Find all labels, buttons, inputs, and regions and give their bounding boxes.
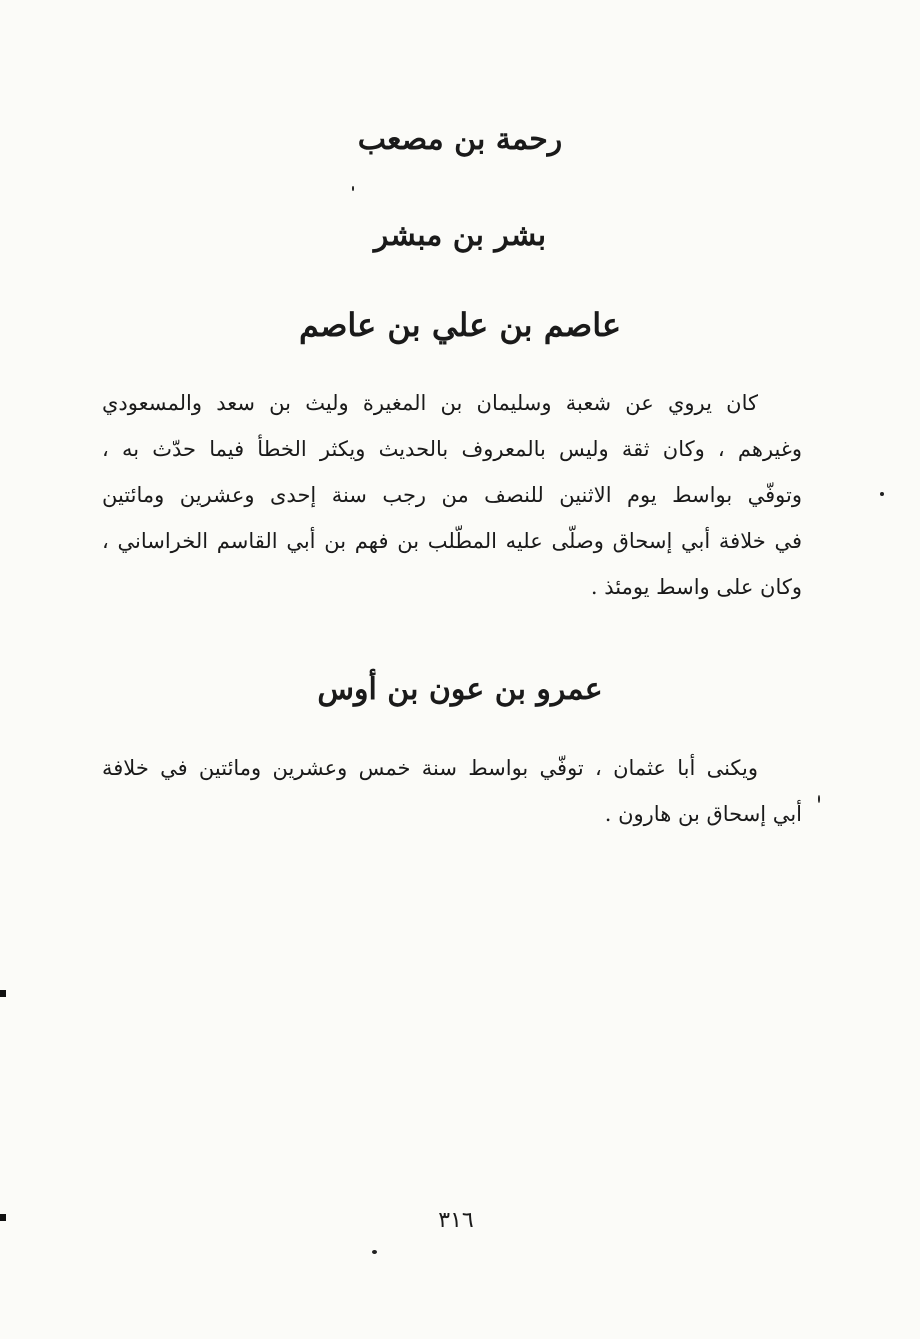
paragraph-line: وتوفّي بواسط يوم الاثنين للنصف من رجب سنة إحدى وعشرين ومائتين bbox=[102, 483, 802, 507]
paragraph-line: كان يروي عن شعبة وسليمان بن المغيرة وليث بن سعد والمسعودي bbox=[102, 391, 758, 415]
paragraph-asim-biography bbox=[102, 380, 802, 610]
scan-edge-mark bbox=[0, 1214, 6, 1221]
heading-bishr-ibn-mubashshir: بشر بن مبشر bbox=[373, 218, 547, 253]
paragraph-line: في خلافة أبي إسحاق وصلّى عليه المطّلب بن فهم بن أبي القاسم الخراساني ، bbox=[102, 529, 802, 553]
heading-rahma-ibn-musab: رحمة بن مصعب bbox=[357, 122, 563, 157]
paragraph-line: وكان على واسط يومئذ . bbox=[590, 575, 802, 599]
paragraph-amr-biography bbox=[102, 745, 802, 837]
scan-speck bbox=[880, 492, 884, 496]
scan-edge-mark bbox=[0, 990, 6, 997]
paragraph-line: ويكنى أبا عثمان ، توفّي بواسط سنة خمس وعشرين ومائتين في خلافة bbox=[102, 756, 758, 780]
heading-asim-ibn-ali: عاصم بن علي بن عاصم bbox=[298, 306, 622, 344]
scan-speck bbox=[372, 1250, 377, 1254]
scan-speck bbox=[818, 795, 820, 803]
page-number: ٣١٦ bbox=[438, 1208, 474, 1233]
scan-speck bbox=[352, 186, 354, 191]
paragraph-line: أبي إسحاق بن هارون . bbox=[604, 802, 802, 826]
paragraph-line: وغيرهم ، وكان ثقة وليس بالمعروف بالحديث ويكثر الخطأ فيما حدّث به ، bbox=[102, 437, 802, 461]
heading-amr-ibn-awn: عمرو بن عون بن أوس bbox=[317, 672, 603, 707]
